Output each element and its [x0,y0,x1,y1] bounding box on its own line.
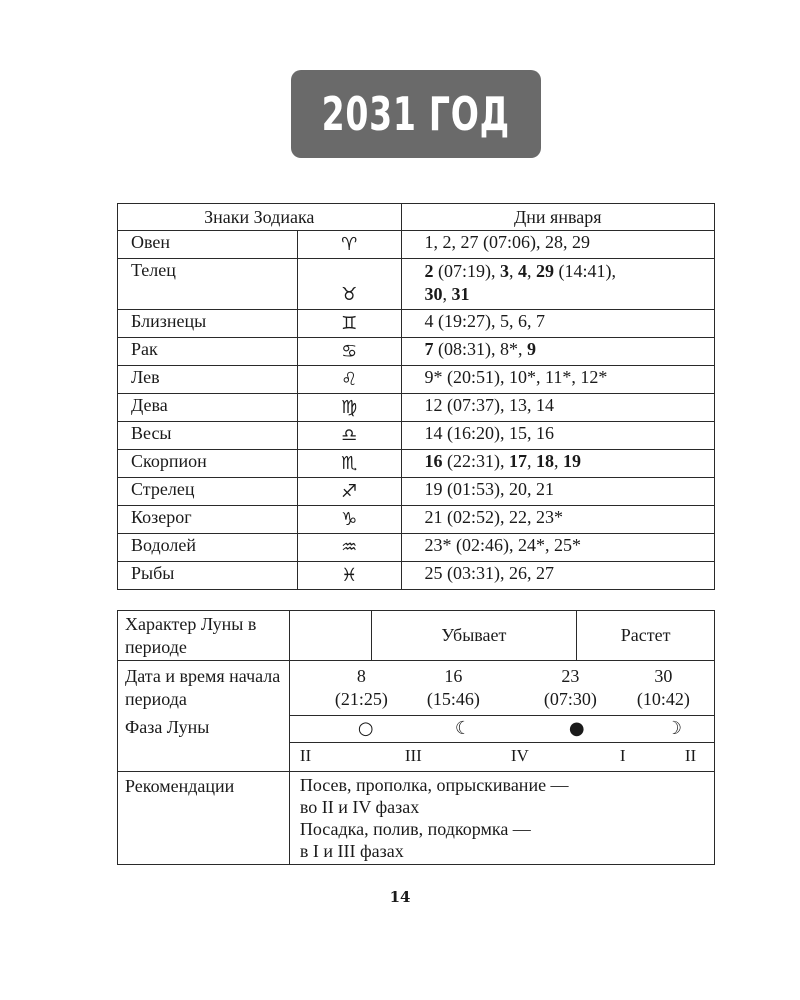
zodiac-sign-name: Дева [118,394,298,422]
phase-roman-iv: IV [510,746,529,765]
zodiac-sign-name: Близнецы [118,310,298,338]
period-dates [289,661,714,716]
zodiac-days: 1, 2, 27 (07:06), 28, 29 [401,231,714,259]
zodiac-sign-name: Телец [118,259,298,310]
zodiac-symbol-icon: ♉︎ [297,259,401,310]
zodiac-symbol-icon: ♎︎ [297,422,401,450]
waning-label: Убывает [371,611,577,661]
phase-roman-ii: II [299,746,312,765]
zodiac-row [118,259,715,310]
period-date-2: 16 (15:46) [426,666,480,709]
period-date-1: 8 (21:25) [334,666,388,709]
header-january-days: Дни января [401,204,714,231]
zodiac-row [118,422,715,450]
zodiac-row [118,394,715,422]
zodiac-row [118,310,715,338]
phase-roman-i: I [619,746,626,765]
zodiac-row [118,450,715,478]
zodiac-symbol-icon: ♈︎ [297,231,401,259]
zodiac-symbol-icon: ♑︎ [297,506,401,534]
new-moon-icon: ● [568,718,585,739]
zodiac-row [118,338,715,366]
zodiac-symbol-icon: ♌︎ [297,366,401,394]
zodiac-sign-name: Стрелец [118,478,298,506]
waxing-crescent-icon: ☽ [665,718,682,739]
zodiac-days: 2 (07:19), 3, 4, 29 (14:41), 30, 31 [401,259,714,310]
zodiac-days: 23* (02:46), 24*, 25* [401,534,714,562]
roman-phase-row [289,743,714,772]
zodiac-sign-name: Водолей [118,534,298,562]
zodiac-days: 25 (03:31), 26, 27 [401,562,714,590]
zodiac-row [118,506,715,534]
phase-label: Фаза Луны [118,716,290,772]
zodiac-sign-name: Лев [118,366,298,394]
zodiac-symbol-icon: ♓︎ [297,562,401,590]
page-title: 2031 ГОД [321,87,511,141]
recommendations-text: Посев, прополка, опрыскивание — во II и IV фазах Посадка, полив, подкормка — в I и III фазах [289,772,714,865]
zodiac-days: 12 (07:37), 13, 14 [401,394,714,422]
waxing-label: Растет [577,611,715,661]
period-date-3: 23 (07:30) [543,666,597,709]
phase-roman-ii-end: II [684,746,697,765]
date-label: Дата и время начала периода [118,661,290,716]
phase-roman-iii: III [404,746,422,765]
phase-icons-row [289,716,714,743]
zodiac-days: 21 (02:52), 22, 23* [401,506,714,534]
period-date-4: 30 (10:42) [636,666,690,709]
zodiac-symbol-icon: ♋︎ [297,338,401,366]
zodiac-table [117,203,715,590]
zodiac-symbol-icon: ♐︎ [297,478,401,506]
zodiac-days: 14 (16:20), 15, 16 [401,422,714,450]
zodiac-row [118,366,715,394]
zodiac-symbol-icon: ♍︎ [297,394,401,422]
zodiac-sign-name: Овен [118,231,298,259]
zodiac-row [118,478,715,506]
zodiac-symbol-icon: ♒︎ [297,534,401,562]
zodiac-sign-name: Рак [118,338,298,366]
zodiac-sign-name: Козерог [118,506,298,534]
zodiac-sign-name: Весы [118,422,298,450]
zodiac-days: 19 (01:53), 20, 21 [401,478,714,506]
zodiac-days: 7 (08:31), 8*, 9 [401,338,714,366]
zodiac-row [118,231,715,259]
full-moon-icon: ○ [357,718,374,739]
zodiac-symbol-icon: ♊︎ [297,310,401,338]
zodiac-sign-name: Скорпион [118,450,298,478]
zodiac-days: 4 (19:27), 5, 6, 7 [401,310,714,338]
header-zodiac-signs: Знаки Зодиака [118,204,402,231]
zodiac-row [118,534,715,562]
zodiac-symbol-icon: ♏︎ [297,450,401,478]
title-banner [291,70,541,158]
waning-crescent-icon: ☾ [454,718,471,739]
zodiac-days: 9* (20:51), 10*, 11*, 12* [401,366,714,394]
zodiac-days: 16 (22:31), 17, 18, 19 [401,450,714,478]
moon-table [117,610,715,865]
moon-character-blank [289,611,371,661]
zodiac-sign-name: Рыбы [118,562,298,590]
recommendations-label: Рекомендации [118,772,290,865]
page-number: 14 [389,888,411,906]
moon-character-label: Характер Луны в периоде [118,611,290,661]
zodiac-row [118,562,715,590]
